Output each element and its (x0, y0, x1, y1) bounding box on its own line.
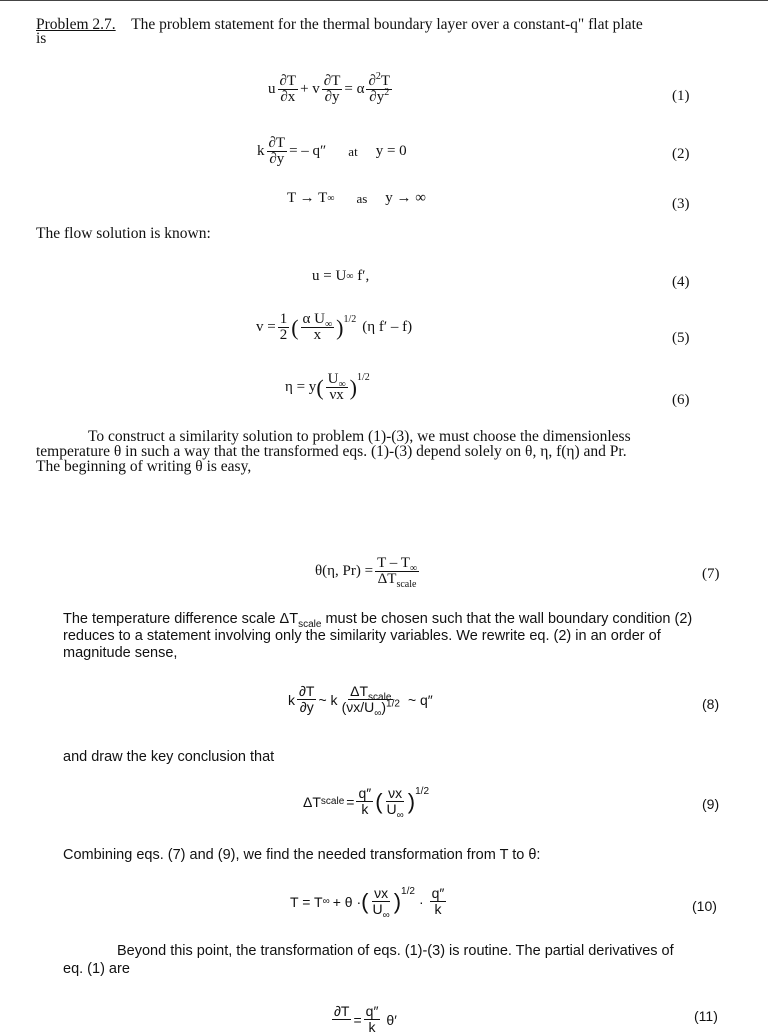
flow-known-text: The flow solution is known: (36, 225, 211, 242)
problem-intro (36, 16, 736, 48)
equation-number-10: (10) (692, 898, 717, 914)
equation-6: η = y ( $\frac{U_\infty}{\nu x}$ ) $^{1/2}$ (285, 371, 370, 403)
combining-text: Combining eqs. (7) and (9), we find the needed transformation from T to θ: (63, 847, 541, 863)
paragraph-temperature-scale: The temperature difference scale $\Delta T_{scale}$ must be chosen such that the wall boundary condition (2) reduces to a statement involving only the similarity variables. We rewrite eq. (2) in an order of magnitude sense, (63, 611, 693, 661)
paragraph-similarity: To construct a similarity solution to problem (1)-(3), we must choose the dimensionless temperature θ in such a way that the transformed eqs. (1)-(3) depend solely on θ, η, f(η) and Pr. The beginning of writing θ is easy, (36, 428, 631, 475)
equation-number-3: (3) (672, 196, 690, 212)
intro-line: The problem statement for the thermal boundary layer over a constant-q" flat plate (131, 16, 643, 33)
equation-10: T = T ∞ + θ · ( $\frac{\nu x}{U_\infty}$ ) $^{1/2}$ · $\frac{q''}{k}$ (290, 885, 445, 921)
intro-line-2: is (36, 30, 47, 47)
equation-4: u = U ∞ f′, (312, 268, 370, 284)
equation-7: θ(η, Pr) = $\frac{T - T_\infty}{\Delta T_{scale}}$ (315, 555, 418, 590)
equation-2: k $\frac{\partial T}{\partial y}$ = – q″ at y = 0 (257, 135, 407, 167)
equation-number-2: (2) (672, 146, 690, 162)
equation-number-7: (7) (702, 566, 720, 582)
equation-9: ΔT scale = $\frac{q''}{k}$ ( $\frac{\nu x}{U_\infty}$ ) $^{1/2}$ (303, 785, 430, 821)
equation-3: T → T ∞ as y → ∞ (287, 190, 426, 206)
problem-label: Problem 2.7. (36, 16, 116, 33)
equation-5: v = $\frac{1}{2}$ ( $\frac{\alpha U_\infty}{x}$ ) $^{1/2}$ (η f′ – f) (256, 311, 413, 343)
top-rule (0, 0, 768, 1)
draw-conclusion-text: and draw the key conclusion that (63, 749, 275, 765)
equation-1: u $\frac{\partial T}{\partial x}$ + v $\frac{\partial T}{\partial y}$ = α $\frac{\partial^2T}{\partial y^2}$ (268, 71, 391, 105)
equation-number-5: (5) (672, 330, 690, 346)
paragraph-beyond: Beyond this point, the transformation of eqs. (1)-(3) is routine. The partial derivatives of eq. (1) are (63, 943, 674, 977)
equation-11: ∂T = $\frac{q''}{k}$ θ′ (334, 1003, 397, 1035)
equation-number-4: (4) (672, 274, 690, 290)
equation-number-6: (6) (672, 392, 690, 408)
equation-number-11: (11) (694, 1008, 718, 1024)
equation-number-8: (8) (702, 696, 720, 712)
equation-number-9: (9) (702, 796, 720, 812)
equation-number-1: (1) (672, 88, 690, 104)
equation-8: k $\frac{\partial T}{\partial y}$ ~ k $\frac{\Delta T_{scale}}{(\nu x/U_\infty)^{1/2}}$ ~ q″ (288, 683, 433, 719)
